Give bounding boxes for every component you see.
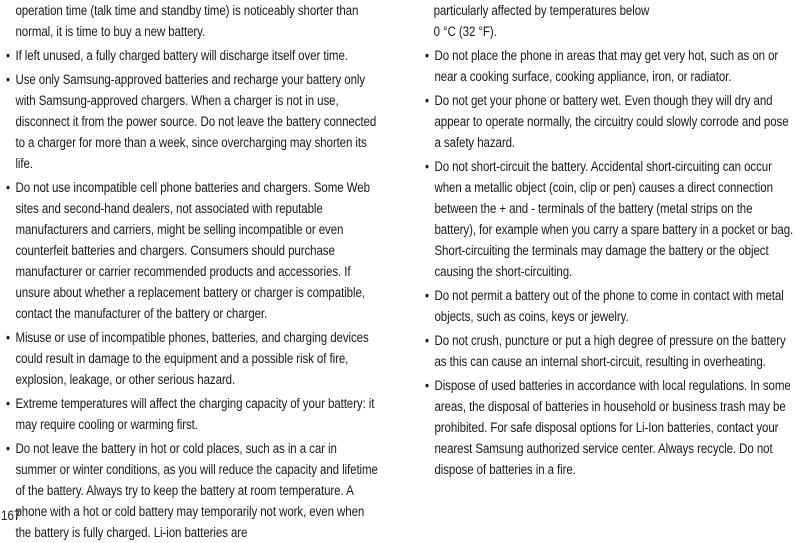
- bullet-icon: •: [6, 180, 10, 195]
- bullet-list: [6, 45, 380, 543]
- list-item: [425, 45, 797, 87]
- continuation-text-line-2: 0 °C (32 °F).: [433, 24, 497, 39]
- list-item: [6, 69, 380, 174]
- page-number: 167: [1, 508, 21, 523]
- bullet-icon: •: [425, 288, 429, 303]
- list-item-text: Do not crush, puncture or put a high degree of pressure on the battery as this can cause an internal short-circuit, resulting in overheating.: [434, 333, 786, 369]
- bullet-icon: •: [6, 72, 10, 87]
- list-item-text: Do not leave the battery in hot or cold places, such as in a car in summer or winter conditions, as you will reduce the capacity and lifetime of the battery. Always try to keep the battery at room temperature. A phone with a hot or cold battery may temporarily not work, even when the battery is fully charged. Li-ion batteries are: [15, 441, 378, 540]
- right-column: [425, 0, 797, 480]
- list-item-text: Use only Samsung-approved batteries and recharge your battery only with Samsung-approved chargers. When a charger is not in use, disconnect it from the power source. Do not leave the battery connected to a charger for more than a week, since overcharging may shorten its life.: [15, 72, 377, 171]
- bullet-icon: •: [6, 330, 10, 345]
- list-item-text: Dispose of used batteries in accordance with local regulations. In some areas, the disposal of batteries in household or business trash may be prohibited. For safe disposal options for Li-Ion batteries, contact your nearest Samsung authorized service center. Always recycle. Do not dispose of batteries in a fire.: [434, 378, 791, 477]
- list-item-text: Misuse or use of incompatible phones, batteries, and charging devices could result in damage to the equipment and a possible risk of fire, explosion, leakage, or other serious hazard.: [15, 330, 369, 387]
- list-item: [425, 330, 797, 372]
- list-item-text: Extreme temperatures will affect the charging capacity of your battery: it may require cooling or warming first.: [15, 396, 375, 432]
- bullet-icon: •: [425, 333, 429, 348]
- list-item: [425, 375, 797, 480]
- list-item: [425, 90, 797, 153]
- list-item: [6, 438, 380, 543]
- list-item-text: Do not short-circuit the battery. Accidental short-circuiting can occur when a metallic object (coin, clip or pen) causes a direct connection between the + and - terminals of the battery (metal strips on the battery), for example when you carry a spare battery in a pocket or bag. Short-circuiting the terminals may damage the battery or the object causing the short-circuiting.: [434, 159, 794, 279]
- list-item: [6, 177, 380, 324]
- list-item-text: Do not get your phone or battery wet. Even though they will dry and appear to operate normally, the circuitry could slowly corrode and pose a safety hazard.: [434, 93, 789, 150]
- list-item: [6, 327, 380, 390]
- list-item: [6, 393, 380, 435]
- list-item: [425, 156, 797, 282]
- continuation-text: operation time (talk time and standby time) is noticeably shorter than normal, it is time to buy a new battery.: [15, 3, 359, 39]
- bullet-icon: •: [425, 159, 429, 174]
- list-item: [425, 285, 797, 327]
- bullet-list: [425, 45, 797, 480]
- continuation-text-line-1: particularly affected by temperatures below: [433, 3, 650, 18]
- bullet-icon: •: [6, 48, 10, 63]
- list-item-text: Do not place the phone in areas that may get very hot, such as on or near a cooking surface, cooking appliance, iron, or radiator.: [434, 48, 779, 84]
- list-item-text: Do not permit a battery out of the phone to come in contact with metal objects, such as coins, keys or jewelry.: [434, 288, 784, 324]
- list-item-text: If left unused, a fully charged battery will discharge itself over time.: [15, 48, 348, 63]
- bullet-icon: •: [6, 396, 10, 411]
- bullet-icon: •: [425, 48, 429, 63]
- bullet-icon: •: [6, 441, 10, 456]
- left-column: [6, 0, 380, 543]
- list-item: [6, 45, 380, 66]
- bullet-icon: •: [425, 93, 429, 108]
- list-item-text: Do not use incompatible cell phone batteries and chargers. Some Web sites and second-hand dealers, not associated with reputable manufacturers and carriers, might be selling incompatible or even counterfeit batteries and chargers. Consumers should purchase manufacturer or carrier recommended products and accessories. If unsure about whether a replacement battery or charger is compatible, contact the manufacturer of the battery or charger.: [15, 180, 370, 321]
- bullet-icon: •: [425, 378, 429, 393]
